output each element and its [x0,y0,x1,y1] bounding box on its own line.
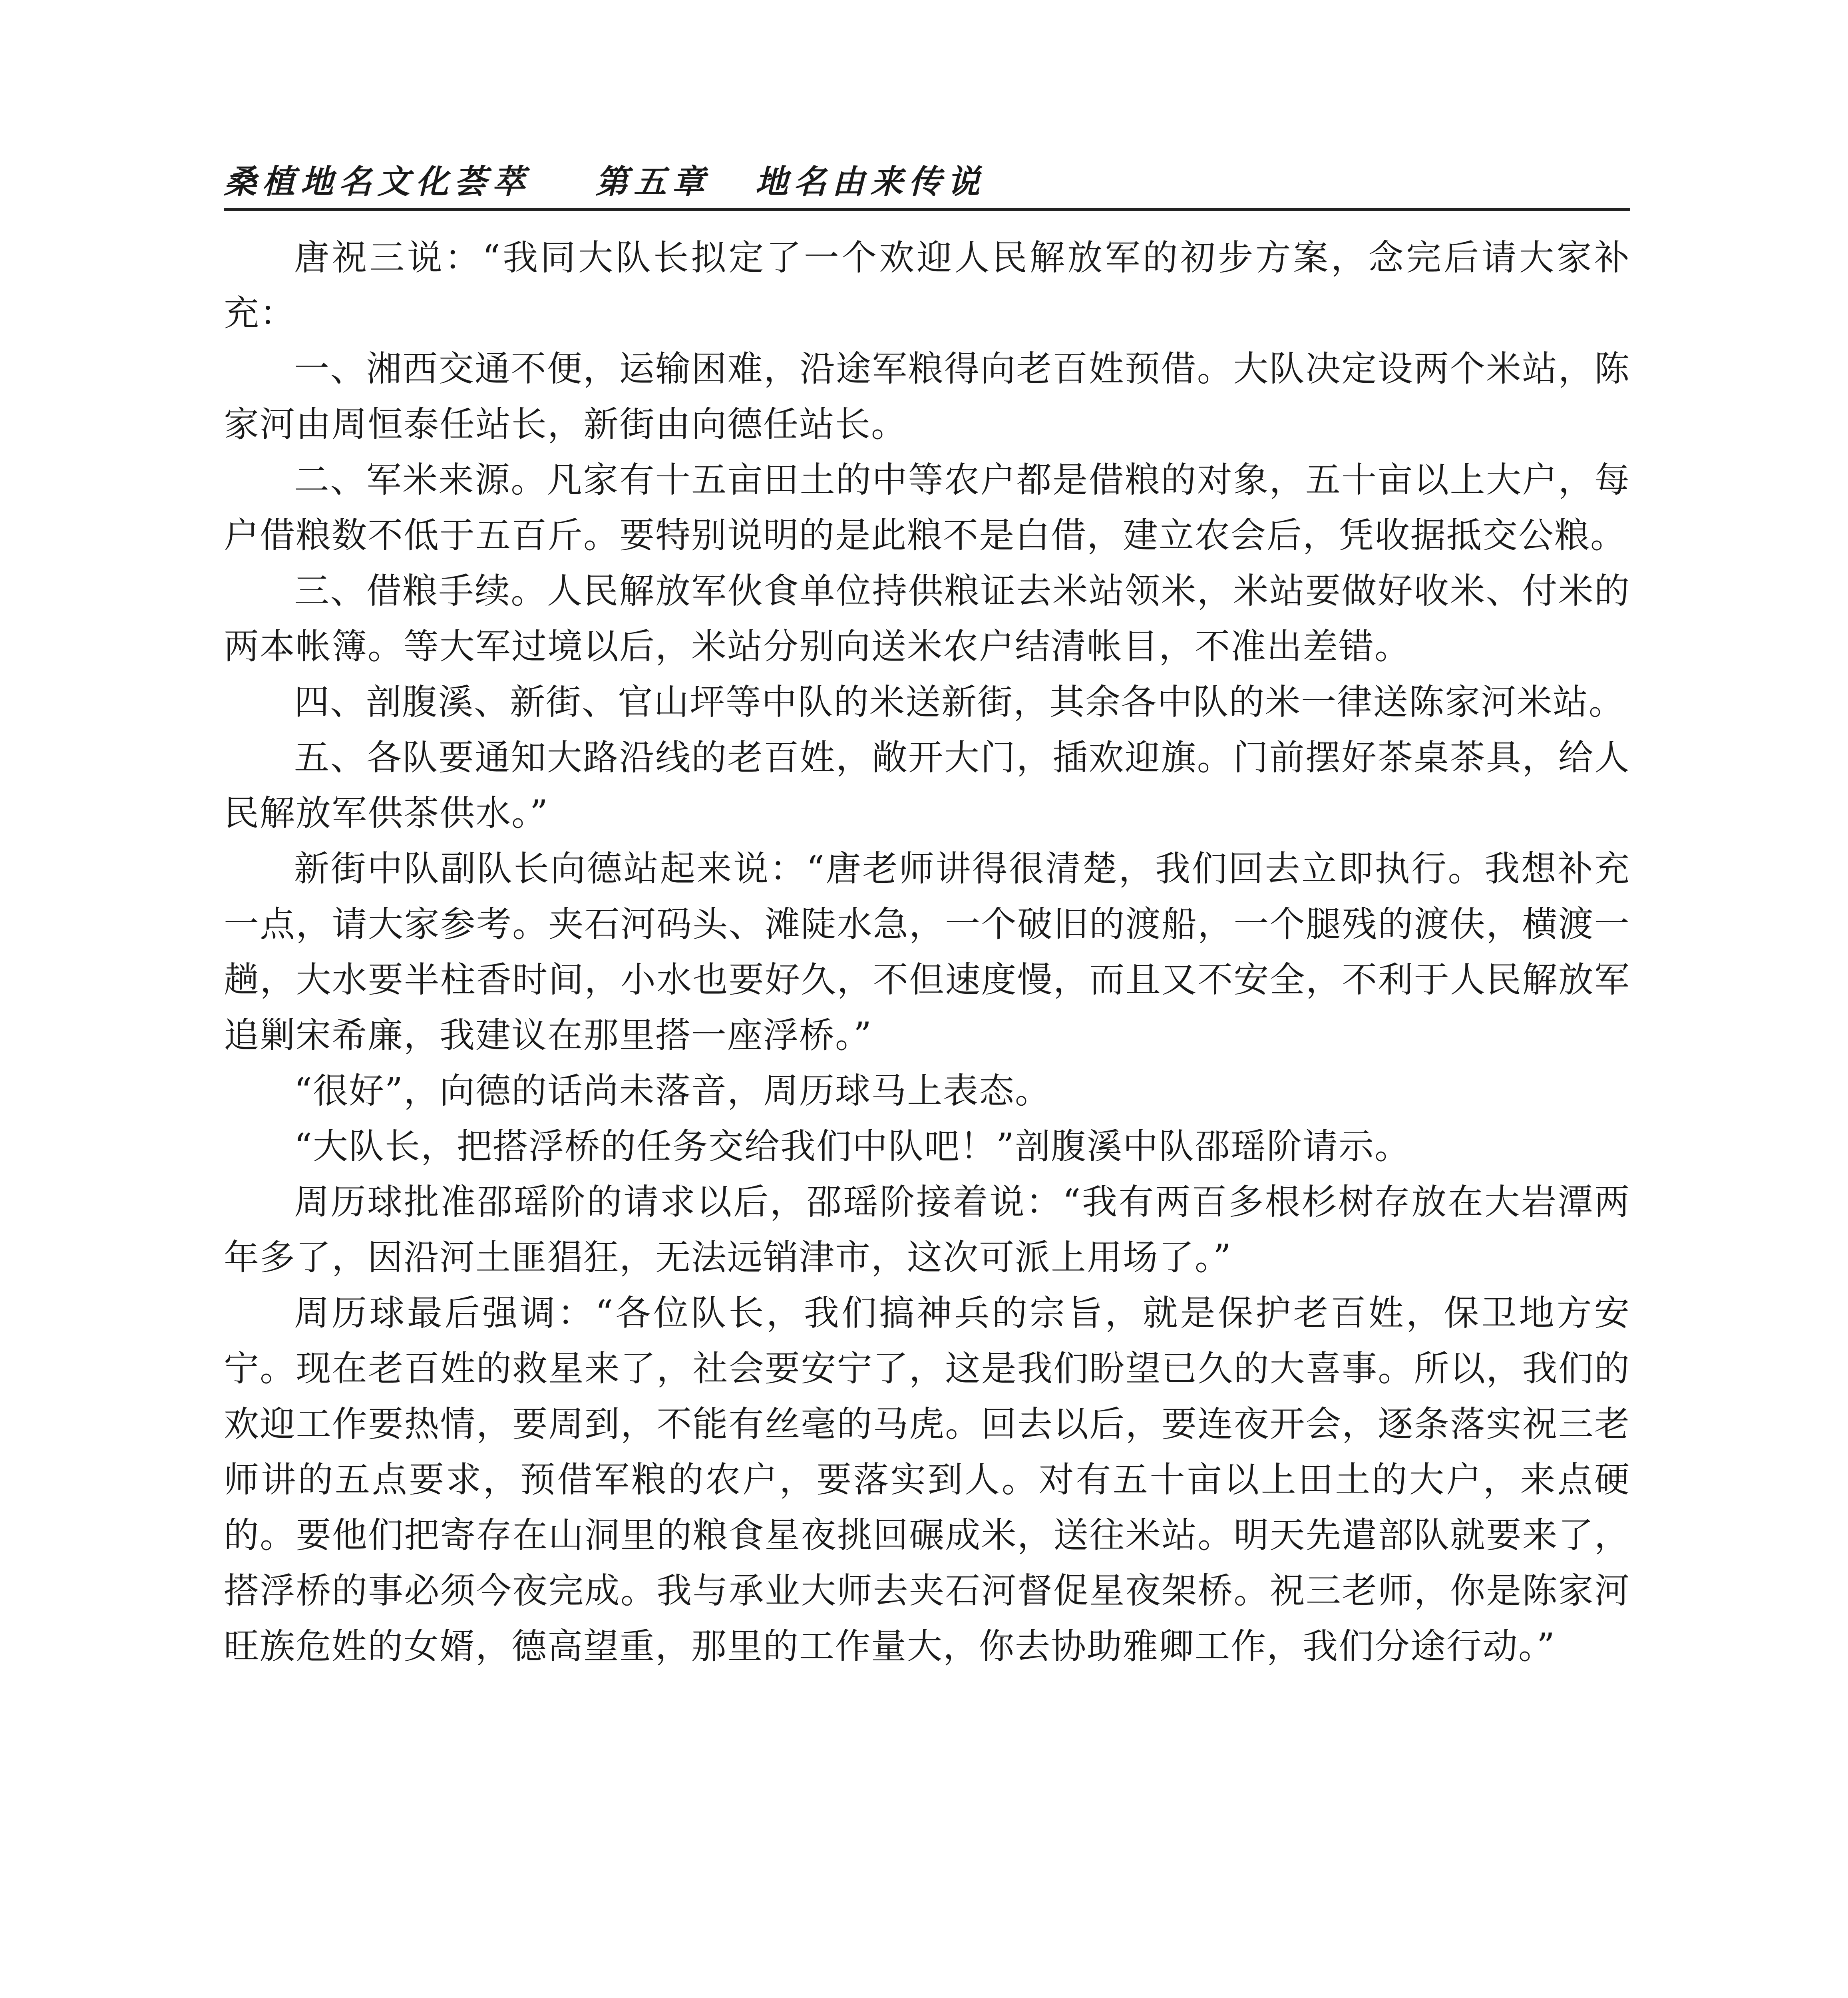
header-book-title: 桑植地名文化荟萃 [224,163,531,201]
header-section-title: 地名由来传说 [755,163,985,201]
paragraph: 周历球批准邵瑶阶的请求以后，邵瑶阶接着说：“我有两百多根杉树存放在大岩潭两年多了，因沿河土匪猖狂，无法远销津市，这次可派上用场了。” [224,1181,1630,1278]
paragraph: 三、借粮手续。人民解放军伙食单位持供粮证去米站领米，米站要做好收米、付米的两本帐簿。等大军过境以后，米站分别向送米农户结清帐目，不准出差错。 [224,570,1630,667]
body-text [224,230,1630,1674]
header-chapter: 第五章 [595,163,710,201]
paragraph: 四、剖腹溪、新街、官山坪等中队的米送新街，其余各中队的米一律送陈家河米站。 [294,681,1625,722]
paragraph: 周历球最后强调：“各位队长，我们搞神兵的宗旨，就是保护老百姓，保卫地方安宁。现在老百姓的救星来了，社会要安宁了，这是我们盼望已久的大喜事。所以，我们的欢迎工作要热情，要周到，不能有丝毫的马虎。回去以后，要连夜开会，逐条落实祝三老师讲的五点要求，预借军粮的农户，要落实到人。对有五十亩以上田土的大户，来点硬的。要他们把寄存在山洞里的粮食星夜挑回碾成米，送往米站。明天先遣部队就要来了，搭浮桥的事必须今夜完成。我与承业大师去夹石河督促星夜架桥。祝三老师，你是陈家河旺族危姓的女婿，德高望重，那里的工作量大，你去协助雅卿工作，我们分途行动。” [224,1292,1630,1667]
paragraph: 五、各队要通知大路沿线的老百姓，敞开大门，插欢迎旗。门前摆好茶桌茶具，给人民解放军供茶供水。” [224,737,1630,834]
paragraph: “很好”，向德的话尚未落音，周历球马上表态。 [294,1070,1051,1111]
paragraph: 唐祝三说：“我同大队长拟定了一个欢迎人民解放军的初步方案，念完后请大家补充： [224,237,1630,334]
page-header [224,148,1630,211]
paragraph: “大队长，把搭浮桥的任务交给我们中队吧！”剖腹溪中队邵瑶阶请示。 [294,1126,1410,1167]
paragraph: 新街中队副队长向德站起来说：“唐老师讲得很清楚，我们回去立即执行。我想补充一点，请大家参考。夹石河码头、滩陡水急，一个破旧的渡船，一个腿残的渡伕，横渡一趟，大水要半柱香时间，小水也要好久，不但速度慢，而且又不安全，不利于人民解放军追剿宋希廉，我建议在那里搭一座浮桥。” [224,848,1630,1056]
paragraph: 二、军米来源。凡家有十五亩田土的中等农户都是借粮的对象，五十亩以上大户，每户借粮数不低于五百斤。要特别说明的是此粮不是白借，建立农会后，凭收据抵交公粮。 [224,459,1630,556]
paragraph: 一、湘西交通不便，运输困难，沿途军粮得向老百姓预借。大队决定设两个米站，陈家河由周恒泰任站长，新街由向德任站长。 [224,348,1630,445]
